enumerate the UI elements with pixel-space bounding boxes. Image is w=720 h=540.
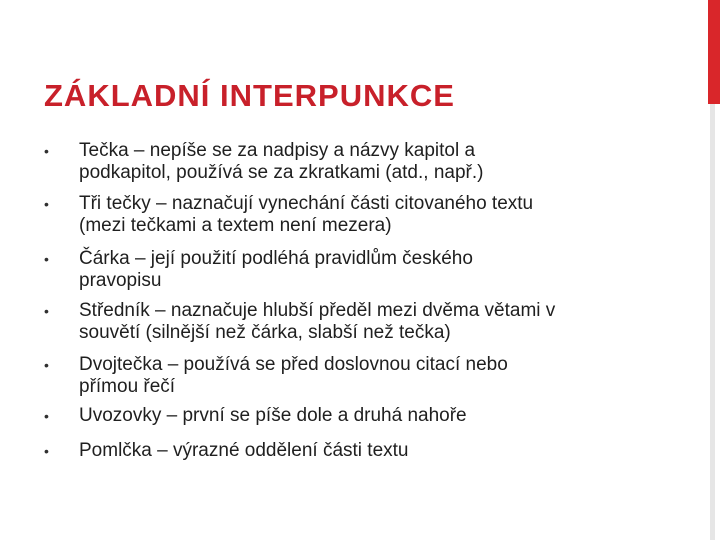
side-divider-line [710, 104, 715, 540]
bullet-text: Uvozovky – první se píše dole a druhá nahoře [79, 405, 467, 426]
bullet-text: Tři tečky – naznačují vynechání části citovaného textu (mezi tečkami a textem není mezera) [79, 193, 534, 236]
bullet-text: Dvojtečka – používá se před doslovnou citací nebo přímou řečí [79, 354, 508, 397]
bullet-icon: • [44, 251, 49, 267]
bullet-icon: • [44, 143, 49, 159]
bullet-text: Pomlčka – výrazné oddělení části textu [79, 440, 409, 461]
bullet-icon: • [44, 443, 49, 459]
bullet-text: Středník – naznačuje hlubší předěl mezi dvěma větami v souvětí (silnější než čárka, slabší než tečka) [79, 300, 556, 343]
bullet-icon: • [44, 357, 49, 373]
bullet-text: Čárka – její použití podléhá pravidlům českého pravopisu [79, 248, 473, 291]
bullet-icon: • [44, 408, 49, 424]
slide-title: ZÁKLADNÍ INTERPUNKCE [44, 78, 455, 113]
accent-bar [708, 0, 720, 104]
bullet-text: Tečka – nepíše se za nadpisy a názvy kapitol a podkapitol, používá se za zkratkami (atd., např.) [79, 140, 484, 183]
bullet-icon: • [44, 303, 49, 319]
bullet-icon: • [44, 196, 49, 212]
